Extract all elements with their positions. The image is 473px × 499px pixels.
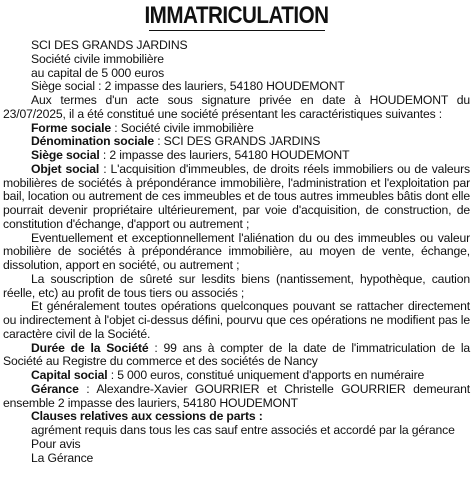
pour-avis: Pour avis [31, 436, 81, 451]
denomination-line [3, 135, 470, 149]
objet-p2-text: Eventuellement et exceptionnellement l'aliénation du ou des immeubles ou valeur mobilière de sociétés à prépondérance immobilière, au moyen de vente, échange, dissolution, apport en société, ou autrement ; [3, 230, 470, 272]
gerance-label: Gérance [31, 381, 79, 396]
capital-value: : 5 000 euros, constitué uniquement d'apports en numéraire [107, 368, 425, 382]
objet-paragraph [3, 163, 470, 232]
company-name: SCI DES GRANDS JARDINS [31, 38, 188, 52]
signature: La Gérance [31, 450, 94, 465]
notice-title: IMMATRICULATION [144, 2, 329, 29]
clauses-line [3, 410, 470, 424]
title-underline [149, 30, 325, 31]
clauses-label: Clauses relatives aux cessions de parts [31, 409, 256, 424]
denomination-value: : SCI DES GRANDS JARDINS [153, 134, 321, 149]
siege-line [3, 149, 470, 163]
intro-paragraph [3, 94, 470, 122]
objet-paragraph-4 [3, 300, 470, 341]
company-capital: au capital de 5 000 euros [31, 65, 165, 80]
objet-paragraph-3 [3, 273, 470, 301]
clauses-text: agrément requis dans tous les cas sauf entre associés et accordé par la gérance [31, 423, 455, 437]
siege-value: : 2 impasse des lauriers, 54180 HOUDEMONT [99, 148, 350, 162]
capital-line [3, 369, 470, 383]
forme-line [3, 122, 470, 136]
company-siege: Siège social : 2 impasse des lauriers, 54180 HOUDEMONT [31, 79, 345, 94]
duree-paragraph [3, 342, 470, 370]
gerance-paragraph [3, 383, 470, 411]
intro-text: Aux termes d'un acte sous signature privée en date à HOUDEMONT du 23/07/2025, il a été constitué une société présentant les caractéristiques suivantes : [3, 93, 470, 121]
gerance-value: : Alexandre-Xavier GOURRIER et Christelle GOURRIER demeurant ensemble 2 impasse des lauriers, 54180 HOUDEMONT [3, 381, 470, 410]
forme-value: : Société civile immobilière [111, 120, 254, 135]
duree-label: Durée de la Société [31, 340, 149, 355]
forme-label: Forme sociale [31, 120, 112, 135]
company-type: Société civile immobilière [31, 51, 164, 66]
capital-label: Capital social [31, 368, 108, 382]
objet-value: : L'acquisition d'immeubles, de droits réels immobiliers ou de valeurs mobilières de sociétés à prépondérance immobilière, l'administration et l'exploitation par bail, location ou autrement de ces immeubles et de tous autres immeubles bâtis dont elle pourrait devenir propriétaire ultérieurement, par voie d'acquisition, de construction, de constitution d'échange, d'apport ou autrement ; [3, 161, 470, 231]
siege-label: Siège social [31, 148, 100, 162]
clauses-colon: : [255, 409, 263, 424]
duree-value: : 99 ans à compter de la date de l'immatriculation de la Société au Registre du commerce et des sociétés de Nancy [3, 340, 471, 369]
denomination-label: Dénomination sociale [31, 134, 154, 149]
objet-p3-text: La souscription de sûreté sur lesdits biens (nantissement, hypothèque, caution réelle, etc) au profit de tous tiers ou associés ; [3, 271, 470, 300]
objet-label: Objet social [31, 161, 100, 176]
objet-paragraph-2 [3, 232, 470, 273]
objet-p4-text: Et généralement toutes opérations quelconques pouvant se rattacher directement ou indirectement à l'objet ci-dessus défini, pourvu que ces opérations ne modifient pas le caractère civil de la Société. [3, 299, 470, 341]
